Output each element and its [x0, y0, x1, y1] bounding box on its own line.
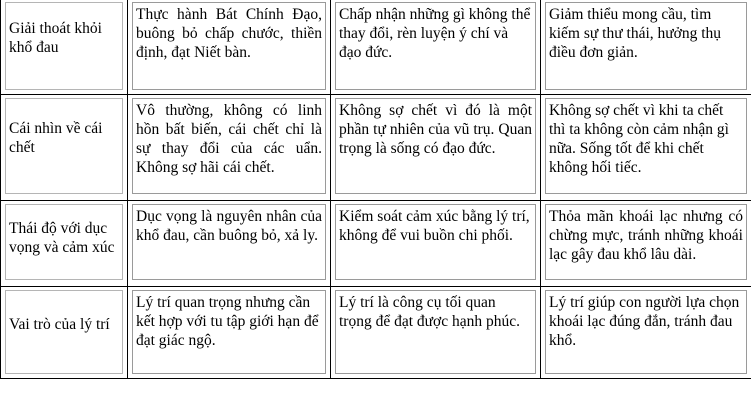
cell-text: Không sợ chết vì khi ta chết thì ta không còn cảm nhận gì nữa. Sống tốt để khi chết không hối tiếc.	[545, 98, 747, 194]
table-cell	[331, 0, 541, 95]
cell-text: Thỏa mãn khoái lạc nhưng có chừng mực, tránh những khoái lạc gây đau khổ lâu dài.	[545, 204, 747, 280]
cell-text: Thực hành Bát Chính Đạo, buông bỏ chấp chước, thiền định, đạt Niết bàn.	[132, 2, 326, 90]
table-row	[1, 201, 751, 287]
cell-text: Dục vọng là nguyên nhân của khổ đau, cần buông bỏ, xả ly.	[132, 204, 326, 280]
row-label: Cái nhìn về cái chết	[9, 120, 103, 156]
table-row	[1, 287, 751, 379]
cell-text: Kiểm soát cảm xúc bằng lý trí, không để vui buồn chi phối.	[335, 204, 536, 280]
cell-text: Vô thường, không có linh hồn bất biến, cái chết chỉ là sự thay đổi của các uẩn. Không sợ hãi cái chết.	[132, 98, 326, 194]
row-label-cell	[1, 95, 128, 201]
row-label: Giải thoát khỏi khổ đau	[9, 20, 102, 56]
table-row	[1, 0, 751, 95]
row-label: Thái độ với dục vọng và cảm xúc	[9, 220, 115, 256]
table-cell	[128, 0, 331, 95]
table-cell	[331, 95, 541, 201]
table-cell	[541, 95, 751, 201]
table-cell	[128, 95, 331, 201]
cell-text: Giảm thiểu mong cầu, tìm kiếm sự thư thái, hưởng thụ điều đơn giản.	[545, 2, 747, 90]
cell-text: Lý trí giúp con người lựa chọn khoái lạc đúng đắn, tránh đau khổ.	[545, 290, 747, 374]
table-cell	[541, 201, 751, 287]
table-cell	[128, 287, 331, 379]
row-label: Vai trò của lý trí	[9, 316, 110, 333]
row-label-cell	[1, 0, 128, 95]
cell-text: Không sợ chết vì đó là một phần tự nhiên của vũ trụ. Quan trọng là sống có đạo đức.	[335, 98, 536, 194]
table-cell	[331, 201, 541, 287]
table-cell	[128, 201, 331, 287]
cell-text: Lý trí là công cụ tối quan trọng để đạt được hạnh phúc.	[335, 290, 536, 374]
table-cell	[541, 0, 751, 95]
cell-text: Chấp nhận những gì không thể thay đổi, rèn luyện ý chí và đạo đức.	[335, 2, 536, 90]
row-label-cell	[1, 201, 128, 287]
table-cell	[331, 287, 541, 379]
cell-text: Lý trí quan trọng nhưng cần kết hợp với tu tập giới hạn để đạt giác ngộ.	[132, 290, 326, 374]
row-label-cell	[1, 287, 128, 379]
table-row	[1, 95, 751, 201]
table-cell	[541, 287, 751, 379]
